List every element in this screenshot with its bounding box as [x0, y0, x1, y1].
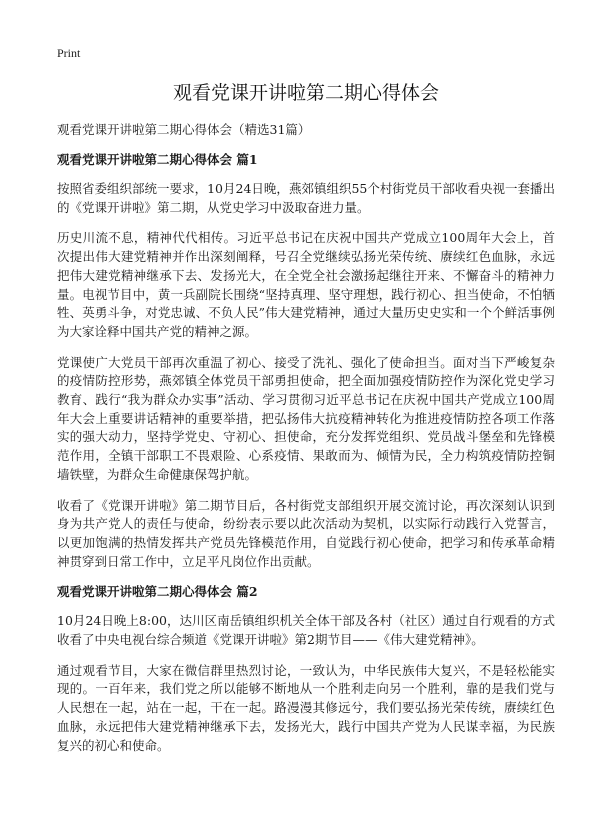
paragraph: 党课使广大党员干部再次重温了初心、接受了洗礼、强化了使命担当。面对当下严峻复杂的疫情防控形势，燕郊镇全体党员干部勇担使命，把全面加强疫情防控作为深化党史学习教育、践行“我为群众办实事”活动、学习贯彻习近平总书记在庆祝中国共产党成立100周年大会上重要讲话精神的重要举措，把弘扬伟大抗疫精神转化为推进疫情防控各项工作落实的强大动力，坚持学党史、守初心、担使命，充分发挥党组织、党员战斗堡垒和先锋模范作用，全镇干部职工不畏艰险、心系疫情、果敢而为、倾情为民，全力构筑疫情防控铜墙铁壁，为群众生命健康保驾护航。 [57, 354, 555, 482]
document-body [57, 121, 555, 767]
paragraph: 历史川流不息，精神代代相传。习近平总书记在庆祝中国共产党成立100周年大会上，首次提出伟大建党精神并作出深刻阐释，号召全党继续弘扬光荣传统、赓续红色血脉，永远把伟大建党精神继承下去、发扬光大，在全党全社会激扬起继往开来、不懈奋斗的精神力量。电视节目中，黄一兵副院长围绕“坚持真理、坚守理想，践行初心、担当使命，不怕牺牲、英勇斗争，对党忠诚、不负人民”伟大建党精神，通过大量历史史实和一个个鲜活事例为大家诠释中国共产党的精神之源。 [57, 230, 555, 339]
paragraph: 通过观看节目，大家在微信群里热烈讨论，一致认为，中华民族伟大复兴，不是轻松能实现的。一百年来，我们党之所以能够不断地从一个胜利走向另一个胜利，靠的是我们党与人民想在一起，站在一起，干在一起。路漫漫其修远兮，我们要弘扬光荣传统，赓续红色血脉，永远把伟大建党精神继承下去，发扬光大，践行中国共产党为人民谋幸福，为民族复兴的初心和使命。 [57, 662, 555, 753]
section-2 [57, 583, 555, 755]
section-1 [57, 151, 555, 571]
paragraph: 按照省委组织部统一要求，10月24日晚，燕郊镇组织55个村街党员干部收看央视一套播出的《党课开讲啦》第二期，从党史学习中汲取奋进力量。 [57, 181, 555, 215]
paragraph: 10月24日晚上8:00，达川区南岳镇组织机关全体干部及各村（社区）通过自行观看的方式收看了中央电视台综合频道《党课开讲啦》第2期节目——《伟大建党精神》。 [57, 613, 555, 648]
document-subtitle: 观看党课开讲啦第二期心得体会（精选31篇） [57, 122, 311, 137]
paragraph: 收看了《党课开讲啦》第二期节目后，各村街党支部组织开展交流讨论，再次深刻认识到身为共产党人的责任与使命，纷纷表示要以此次活动为契机，以实际行动践行入党誓言，以更加饱满的热情发挥共产党员先锋模范作用，自觉践行初心使命，把学习和传承革命精神贯穿到日常工作中，立足平凡岗位作出贡献。 [57, 497, 555, 569]
section-heading: 观看党课开讲啦第二期心得体会 篇1 [57, 152, 258, 167]
print-link[interactable]: Print [57, 46, 81, 60]
page-title: 观看党课开讲啦第二期心得体会 [172, 82, 439, 104]
section-heading: 观看党课开讲啦第二期心得体会 篇2 [57, 584, 258, 600]
